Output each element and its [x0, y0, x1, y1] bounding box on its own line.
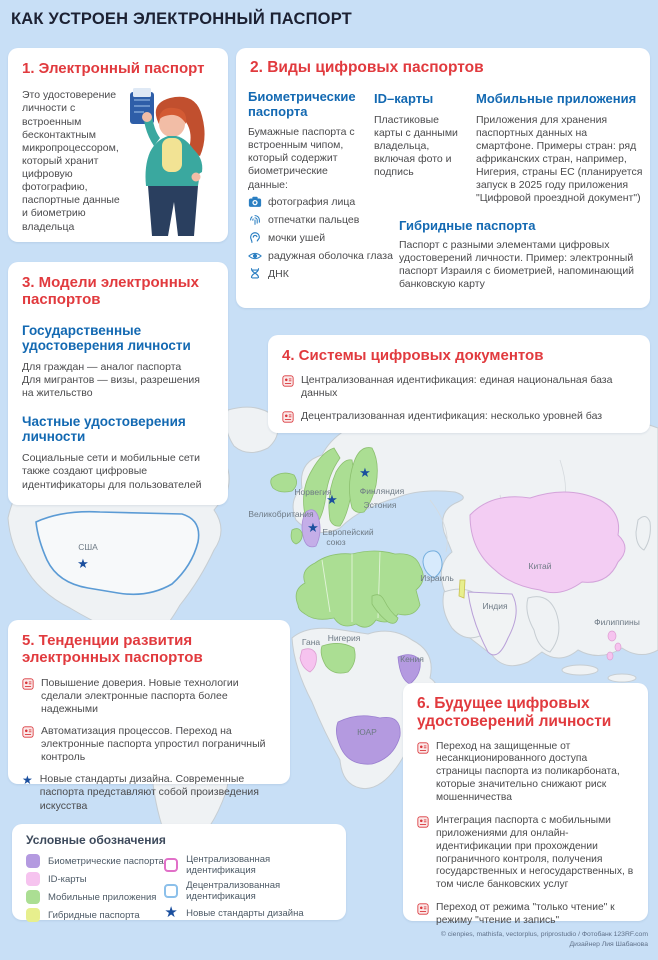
map-label-south-africa: ЮАР — [357, 727, 377, 737]
id-card-icon — [22, 678, 34, 690]
bullet-item — [22, 773, 276, 812]
credits-line: © cienpies, mathisfa, vectorplus, priprostudio / Фотобанк 123RF.com — [440, 931, 648, 938]
state-id-body — [22, 361, 214, 400]
list-item-label: мочки ушей — [268, 232, 326, 244]
id-card-icon — [282, 375, 294, 387]
private-id-body: Социальные сети и мобильные сети также создают цифровые идентификаторы для пользователей — [22, 452, 202, 491]
id-card-icon — [282, 411, 294, 423]
card-passport-models — [8, 262, 228, 505]
hybrid-body: Паспорт с разными элементами цифровых удостоверений личности. Пример: электронный паспорт Израиля с биометрией, напоминающий банковскую карту — [399, 238, 635, 290]
section1-title: 1. Электронный паспорт — [22, 60, 205, 77]
legend-label: Новые стандарты дизайна — [186, 907, 304, 919]
section3-title: 3. Модели электронных паспортов — [22, 274, 199, 309]
bullet-item — [417, 741, 634, 805]
bullet-text: Новые стандарты дизайна. Современные паспорта представляют собой произведения искусства — [39, 773, 259, 812]
biometric-swatch — [26, 854, 40, 868]
id-card-icon — [417, 742, 429, 754]
star-uk: ★ — [307, 520, 319, 535]
map-label-finland: Финляндия — [359, 486, 405, 496]
legend-label: Мобильные приложения — [48, 891, 157, 903]
map-label-israel: Израиль — [420, 573, 454, 583]
legend-label: Децентрализованная идентификация — [186, 880, 281, 902]
face-photo-icon — [248, 195, 262, 209]
star-norway: ★ — [326, 492, 338, 507]
map-label-eu-2: союз — [326, 537, 346, 547]
id-cards-title: ID–карты — [374, 91, 434, 106]
map-label-philippines: Филиппины — [594, 617, 640, 627]
list-item — [248, 213, 408, 227]
id-cards-body: Пластиковые карты с данными владельца, включая фото и подпись — [374, 113, 458, 179]
section2-title: 2. Виды цифровых паспортов — [250, 59, 484, 76]
legend-label: Централизованная идентификация — [186, 854, 271, 876]
legend-item — [164, 854, 332, 876]
card-development-trends — [8, 620, 290, 812]
bullet-text: Переход на защищенные от несанкционированного доступа страницы паспорта из поликарбоната, которые значительно снижают риск мошенничества — [436, 740, 620, 804]
iris-icon — [248, 249, 262, 263]
decentralized-id-swatch — [164, 884, 178, 898]
id-card-icon — [417, 903, 429, 915]
ireland-shape — [291, 529, 302, 544]
mobile-apps-body: Приложения для хранения паспортных данных на смартфоне. Примеры стран: ряд африканских стран, например, Нигерия, страны ЕС (планируется запуск в 2025 году приложения "Цифровой проездной документ") — [476, 113, 643, 205]
bullet-item — [22, 677, 276, 716]
map-label-china: Китай — [528, 561, 552, 571]
footer-credits — [441, 930, 648, 950]
id-card-icon — [22, 726, 34, 738]
list-item — [248, 195, 408, 209]
bullet-text: Интеграция паспорта с мобильными приложениями для онлайн-идентификации при прохождении пограничного контроля, получения государственных и негосударственных, в том числе банковских услуг — [436, 814, 634, 891]
bullet-text: Повышение доверия. Новые технологии сделали электронные паспорта более надежными — [41, 676, 239, 715]
legend-item — [26, 890, 164, 904]
legend-item — [164, 880, 332, 902]
iceland-shape — [271, 473, 297, 492]
map-legend — [12, 824, 346, 920]
map-label-norway: Норвегия — [294, 487, 332, 497]
centralized-id-swatch — [164, 858, 178, 872]
section6-title: 6. Будущее цифровых удостоверений личности — [417, 695, 612, 730]
bullet-text: Централизованная идентификация: единая национальная база данных — [301, 374, 613, 400]
list-item-label: ДНК — [268, 268, 289, 280]
woman-with-passport-illustration — [108, 86, 224, 238]
star-usa: ★ — [77, 556, 89, 571]
page-title: КАК УСТРОЕН ЭЛЕКТРОННЫЙ ПАСПОРТ — [11, 10, 352, 28]
hybrid-title: Гибридные паспорта — [399, 218, 536, 233]
star-icon: ★ — [164, 904, 178, 921]
star-finland: ★ — [359, 465, 371, 480]
star-icon: ★ — [22, 773, 33, 788]
ear-icon — [248, 231, 262, 245]
list-item-label: радужная оболочка глаза — [268, 250, 393, 262]
map-label-estonia: Эстония — [363, 500, 397, 510]
list-item — [248, 267, 408, 281]
list-item — [248, 249, 408, 263]
bullet-item — [22, 725, 276, 764]
eu-shape — [296, 551, 423, 627]
indonesia-shape — [562, 665, 598, 675]
mobile-apps-title: Мобильные приложения — [476, 91, 637, 106]
state-id-line2: Для мигрантов — визы, разрешения на жительство — [22, 373, 200, 399]
id-cards-swatch — [26, 872, 40, 886]
biometric-data-list — [248, 195, 408, 281]
hybrid-passports-block — [399, 219, 645, 291]
indonesia-shape2 — [608, 674, 636, 682]
private-id-title: Частные удостоверения личности — [22, 414, 186, 445]
legend-item — [164, 906, 332, 920]
bullet-item — [282, 374, 636, 400]
mobile-apps-block — [476, 92, 644, 205]
map-label-nigeria: Нигерия — [327, 633, 361, 643]
map-label-uk: Великобритания — [248, 509, 314, 519]
section1-body: Это удостоверение личности с встроенным бесконтактным микропроцессором, который хранит цифровую фотографию, паспортные данные и биометрию владельца — [22, 89, 120, 233]
card-document-systems — [268, 335, 650, 433]
bullet-text: Автоматизация процессов. Переход на электронные паспорта упростил пограничный контроль — [41, 724, 266, 764]
list-item-label: отпечатки пальцев — [268, 214, 360, 226]
fingerprint-icon — [248, 213, 262, 227]
biometric-body: Бумажные паспорта с встроенным чипом, который содержит биометрические данные: — [248, 126, 355, 191]
legend-title: Условные обозначения — [26, 833, 166, 847]
dna-icon — [248, 267, 262, 281]
card-passport-types — [236, 48, 650, 308]
bullet-text: Переход от режима "только чтение" к режиму "чтение и запись" — [436, 902, 615, 926]
legend-label: Биометрические паспорта — [48, 855, 164, 867]
legend-item — [26, 872, 164, 886]
legend-label: Гибридные паспорта — [48, 909, 140, 921]
state-id-title: Государственные удостоверения личности — [22, 322, 191, 353]
israel-shape — [459, 580, 465, 598]
map-label-usa: США — [78, 542, 98, 552]
legend-label: ID-карты — [48, 873, 87, 885]
map-label-ghana: Гана — [301, 637, 321, 647]
map-label-india: Индия — [482, 601, 508, 611]
mobile-apps-swatch — [26, 890, 40, 904]
bullet-item — [417, 815, 634, 892]
section5-title: 5. Тенденции развития электронных паспортов — [22, 632, 203, 667]
bullet-text: Децентрализованная идентификация: несколько уровней баз — [301, 409, 603, 422]
designer-line: Дизайнер Лия Шабанова — [569, 941, 648, 949]
id-cards-block — [374, 92, 472, 179]
legend-item — [26, 908, 164, 922]
map-label-eu-1: Европейский — [322, 527, 374, 537]
card-future-of-digital-id — [403, 683, 648, 926]
section4-title: 4. Системы цифровых документов — [282, 347, 544, 364]
bullet-item — [417, 902, 634, 928]
list-item — [248, 231, 408, 245]
legend-item — [26, 854, 164, 868]
id-card-icon — [417, 816, 429, 828]
hybrid-swatch — [26, 908, 40, 922]
bullet-item — [282, 410, 636, 423]
state-id-line1: Для граждан — аналог паспорта — [22, 360, 182, 373]
biometric-passports-block — [248, 90, 378, 192]
biometric-title: Биометрические паспорта — [248, 89, 356, 119]
map-label-kenya: Кения — [400, 654, 424, 664]
list-item-label: фотография лица — [268, 196, 356, 208]
card-electronic-passport — [8, 48, 228, 242]
